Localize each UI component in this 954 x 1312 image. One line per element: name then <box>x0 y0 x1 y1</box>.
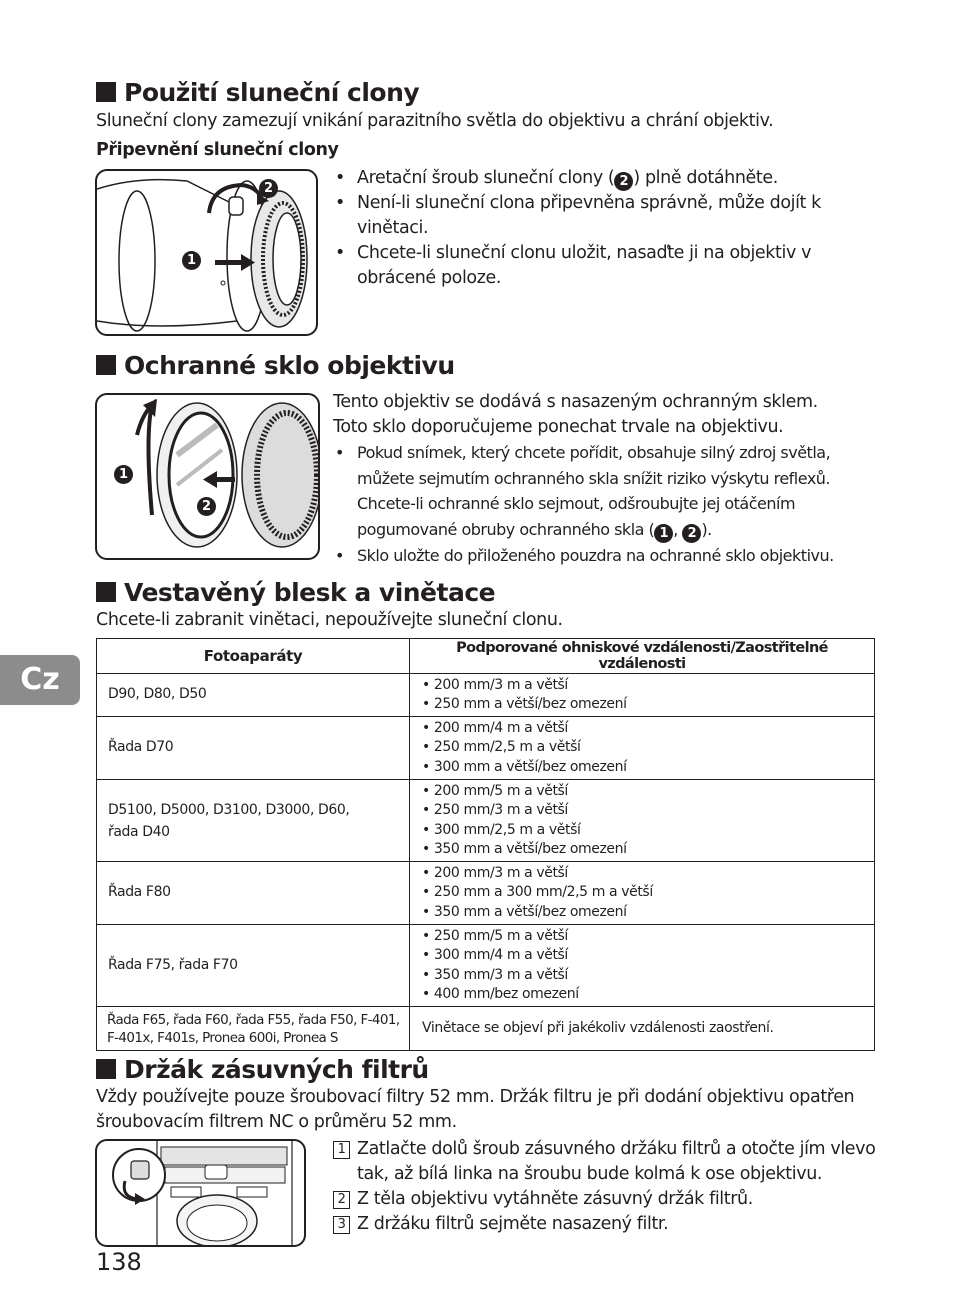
step-text: Z držáku filtrů sejměte nasazený filtr. <box>357 1214 669 1234</box>
step-item <box>333 1137 878 1187</box>
section-marker <box>96 355 116 375</box>
camera-cell: Řada F80 <box>97 862 410 925</box>
camera-cell: D5100, D5000, D3100, D3000, D60, řada D40 <box>97 780 410 862</box>
callout-2: 2 <box>259 179 278 198</box>
section-title-filter-holder <box>96 1055 429 1084</box>
section-description: Chcete-li zabranit vinětaci, nepoužívejte sluneční clonu. <box>96 610 563 630</box>
range-cell: Vinětace se objeví při jakékoliv vzdálenosti zaostření. <box>410 1007 875 1051</box>
step-item <box>333 1212 878 1237</box>
list-item: • Chcete-li sluneční clonu uložit, nasaďte ji na objektiv v obrácené poloze. <box>333 241 873 291</box>
table-row <box>97 780 875 862</box>
table-row <box>97 862 875 925</box>
section-title-protective-glass <box>96 351 455 380</box>
step-text: Z těla objektivu vytáhněte zásuvný držák filtrů. <box>357 1189 753 1209</box>
glass-paragraph-2: Toto sklo doporučujeme ponechat trvale na objektivu. <box>333 417 784 437</box>
step-item <box>333 1187 878 1212</box>
section-title-text: Vestavěný blesk a vinětace <box>124 578 496 607</box>
range-cell: • 200 mm/3 m a větší • 250 mm a 300 mm/2,5 m a větší • 350 mm a větší/bez omezení <box>410 862 875 925</box>
step-number: 2 <box>333 1191 350 1209</box>
filter-holder-illustration <box>95 1139 306 1247</box>
glass-paragraph-1: Tento objektiv se dodává s nasazeným ochranným sklem. <box>333 392 818 412</box>
section-title-text: Ochranné sklo objektivu <box>124 351 455 380</box>
section-marker <box>96 1059 116 1079</box>
step-text: Zatlačte dolů šroub zásuvného držáku filtrů a otočte jím vlevo tak, až bílá linka na šroubu bude kolmá k ose objektivu. <box>357 1139 876 1184</box>
list-item: • Není-li sluneční clona připevněna správně, může dojít k vinětaci. <box>333 191 873 241</box>
list-item: • Pokud snímek, který chcete pořídit, obsahuje silný zdroj světla, můžete sejmutím ochranného skla snížit riziko výskytu reflexů. Chcete-li ochranné sklo sejmout, odšroubujte jej otáčením pogumované obruby ochranného skla ( 1 , 2 ). <box>333 440 878 543</box>
lens-hood-drawing <box>97 171 316 334</box>
step-number: 1 <box>333 1141 350 1159</box>
list-item: • Aretační šroub sluneční clony ( 2 ) plně dotáhněte. <box>333 166 873 191</box>
range-cell: • 200 mm/5 m a větší • 250 mm/3 m a větší • 300 mm/2,5 m a větší • 350 mm a větší/bez omezení <box>410 780 875 862</box>
section-description: Sluneční clony zamezují vnikání parazitního světla do objektivu a chrání objektiv. <box>96 111 774 131</box>
filter-holder-drawing <box>97 1141 304 1245</box>
range-cell: • 200 mm/4 m a větší • 250 mm/2,5 m a větší • 300 mm a větší/bez omezení <box>410 717 875 780</box>
section-title-built-in-flash <box>96 578 495 607</box>
table-row <box>97 925 875 1007</box>
inline-callout-1: 1 <box>654 524 673 543</box>
step-number: 3 <box>333 1216 350 1234</box>
camera-cell: Řada F65, řada F60, řada F55, řada F50, F-401, F-401x, F401s, Pronea 600i, Pronea S <box>97 1007 410 1051</box>
callout-1: 1 <box>182 251 201 270</box>
page-number: 138 <box>96 1248 142 1276</box>
table-row <box>97 674 875 717</box>
inline-callout-2: 2 <box>614 172 633 191</box>
filter-steps <box>333 1137 878 1237</box>
column-header-cameras: Fotoaparáty <box>97 639 410 674</box>
callout-1: 1 <box>114 465 133 484</box>
list-item: • Sklo uložte do přiloženého pouzdra na ochranné sklo objektivu. <box>333 543 878 569</box>
range-cell: • 250 mm/5 m a větší • 300 mm/4 m a větší • 350 mm/3 m a větší • 400 mm/bez omezení <box>410 925 875 1007</box>
lens-hood-bullets <box>333 166 873 291</box>
protective-glass-illustration <box>95 393 320 560</box>
section-description: Vždy používejte pouze šroubovací filtry 52 mm. Držák filtru je při dodání objektivu opatřen šroubovacím filtrem NC o průměru 52 mm. <box>96 1087 855 1132</box>
subsection-title: Připevnění sluneční clony <box>96 140 339 160</box>
range-cell: • 200 mm/3 m a větší • 250 mm a větší/bez omezení <box>410 674 875 717</box>
camera-cell: Řada D70 <box>97 717 410 780</box>
table-header-row <box>97 639 875 674</box>
section-marker <box>96 82 116 102</box>
lens-hood-illustration <box>95 169 318 336</box>
section-marker <box>96 582 116 602</box>
table-row <box>97 717 875 780</box>
language-tab: Cz <box>0 655 80 705</box>
section-title-text: Použití sluneční clony <box>124 78 420 107</box>
column-header-ranges: Podporované ohniskové vzdálenosti/Zaostřitelné vzdálenosti <box>410 639 875 674</box>
section-title-lens-hood <box>96 78 419 107</box>
camera-cell: Řada F75, řada F70 <box>97 925 410 1007</box>
callout-2: 2 <box>197 497 216 516</box>
glass-bullets <box>333 440 878 568</box>
camera-cell: D90, D80, D50 <box>97 674 410 717</box>
table-row <box>97 1007 875 1051</box>
compatibility-table <box>96 638 875 1051</box>
inline-callout-2: 2 <box>682 524 701 543</box>
section-title-text: Držák zásuvných filtrů <box>124 1055 429 1084</box>
